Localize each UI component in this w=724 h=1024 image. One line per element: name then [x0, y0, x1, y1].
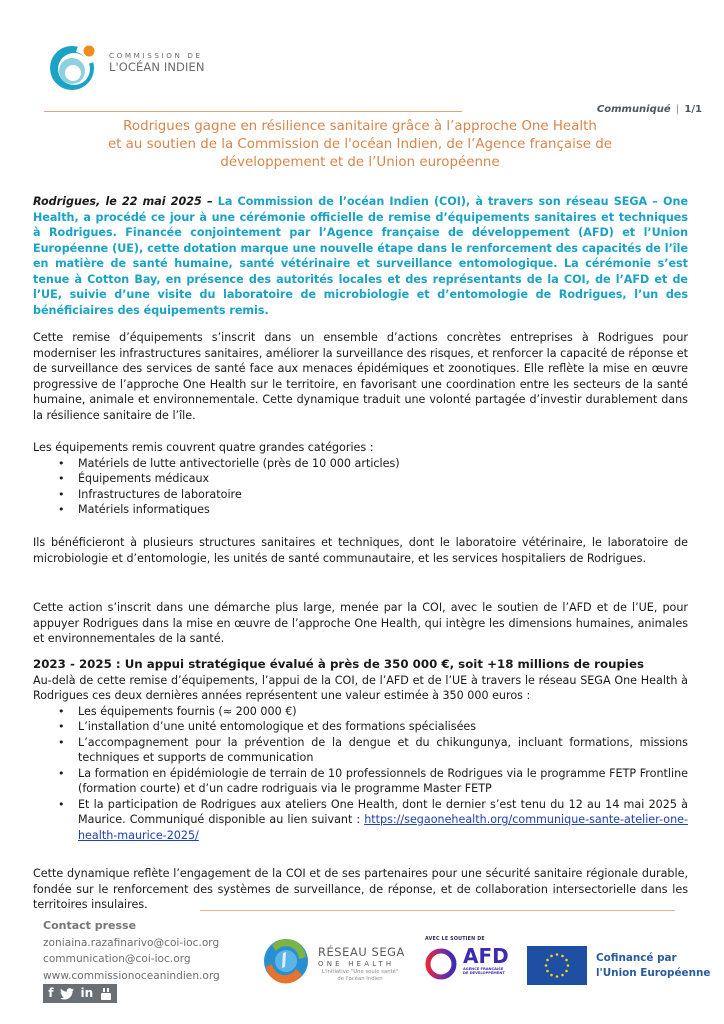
eu-star [561, 974, 564, 977]
list-item: • Infrastructures de laboratoire [78, 487, 688, 503]
list-item: • Les équipements fournis (≈ 200 000 €) [78, 704, 688, 720]
eu-star [561, 955, 564, 958]
doc-type [597, 104, 702, 115]
press-contact [43, 918, 220, 984]
title-line: développement et de l’Union européenne [220, 155, 500, 170]
lead-text: La Commission de l’océan Indien (COI), à travers son réseau SEGA – One Health, a procédé ce jour à une cérémonie officielle de remise d’équipements sanitaires et techniques à Rodrigues. Financée conjointement par l’Agence française de développement (AFD) et l’Union Européenne (UE), cette dotation marque une nouvelle étape dans le renforcement des capacités de l’île en matière de santé humaine, santé vétérinaire et surveillance entomologique. La cérémonie s’est tenue à Cotton Bay, en présence des autorités locales et des représentants de la COI, de l’AFD et de l’UE, suivie d’une visite du laboratoire de microbiologie et d’entomologie de Rodrigues, l’un des bénéficiaires des équipements remis. [33, 195, 688, 317]
list-item: • Matériels informatiques [78, 502, 688, 518]
afd-subtitle-line: DE DÉVELOPPEMENT [463, 971, 505, 976]
eu-flag-icon [527, 946, 587, 985]
eu-star [556, 975, 559, 978]
page-title [60, 118, 660, 172]
afd-subtitle-line: AGENCE FRANÇAISE [463, 967, 504, 971]
paragraph-context: Cette remise d’équipements s’inscrit dans un ensemble d’actions concrètes entreprises à Rodrigues pour moderniser les infrastructures sanitaires, améliorer la surveillance des risques, et renforcer la capacité de réponse et de surveillance des services de santé face aux menaces épidémiques et zoonotiques. Elle reflète la mise en œuvre progressive de l’approche One Health sur le territoire, en favorisant une coordination entre les secteurs de la santé humaine, animale et environnementale. Cette dynamique traduit une volonté partagée d’investir durablement dans la résilience sanitaire de l’île. [33, 331, 688, 422]
logo-line1: COMMISSION DE [109, 51, 203, 60]
afd-logo-icon [424, 947, 458, 981]
afd-name: AFD [463, 944, 509, 968]
linkedin-icon[interactable]: in [80, 986, 94, 1000]
eu-line: l'Union Européenne [596, 966, 711, 979]
section-strategic-support [33, 657, 688, 843]
eu-star [546, 959, 549, 962]
categories-list [33, 456, 688, 518]
sega-one-health-logo-icon [262, 937, 310, 985]
coi-logo-icon [48, 40, 100, 92]
list-item [78, 797, 688, 844]
social-icons [43, 984, 117, 1003]
eu-star [565, 959, 568, 962]
section-heading: 2023 - 2025 : Un appui stratégique évalué à près de 350 000 €, soit +18 millions de roupies [33, 657, 644, 671]
eu-star [550, 974, 553, 977]
coi-logo-text [109, 51, 205, 74]
eu-star [546, 970, 549, 973]
paragraph-conclusion: Cette dynamique reflète l’engagement de la COI et de ses partenaires pour une sécurité sanitaire régionale durable, fondée sur le renforcement des systèmes de surveillance, de réponse, et de collaboration intersectorielle dans les territoires insulaires. [33, 867, 688, 911]
afd-subtitle [463, 967, 505, 976]
afd-support-label: AVEC LE SOUTIEN DE [425, 937, 485, 942]
contact-email-1[interactable]: zoniaina.razafinarivo@coi-ioc.org [43, 936, 220, 949]
list-item-text: Et la participation de Rodrigues aux ateliers One Health, dont le dernier s’est tenu du 12 au 14 mai 2025 à Maurice. Communiqué disponible au lien suivant : [78, 797, 688, 826]
contact-email-2[interactable]: communication@coi-ioc.org [43, 953, 191, 965]
eu-star [567, 964, 570, 967]
lead-paragraph [33, 194, 688, 318]
equipment-categories [33, 440, 688, 518]
paragraph-approach: Cette action s’inscrit dans une démarche plus large, menée par la COI, avec le soutien de l’AFD et de l’UE, pour appuyer Rodrigues dans la mise en œuvre de l’approche One Health, qui intègre les dimensions humaines, animales et environnementales de la santé. [33, 601, 688, 645]
youtube-icon[interactable] [100, 987, 112, 1001]
doc-type-label: Communiqué [596, 104, 671, 115]
eu-cofunding-label [596, 951, 710, 980]
footer-divider [200, 910, 675, 911]
doc-type-separator: | [675, 104, 680, 115]
logo-line2: L'OCÉAN INDIEN [109, 60, 205, 74]
eu-star [545, 964, 548, 967]
sega-tagline: de l'océan Indien [337, 976, 383, 982]
page-number: 1/1 [684, 104, 702, 115]
section-intro: Au-delà de cette remise d’équipements, l’appui de la COI, de l’AFD et de l’UE à travers le réseau SEGA One Health à Rodrigues ces deux dernières années représentent une valeur estimée à 350 000 euros : [33, 673, 688, 702]
categories-intro: Les équipements remis couvrent quatre grandes catégories : [33, 441, 374, 454]
eu-star [550, 955, 553, 958]
list-item: • La formation en épidémiologie de terrain de 10 professionnels de Rodrigues via le programme FETP Frontline (formation courte) et d’un cadre rodriguais via le programme Master FETP [78, 766, 688, 797]
list-item: • Matériels de lutte antivectorielle (près de 10 000 articles) [78, 456, 688, 472]
title-line: et au soutien de la Commission de l'océan Indien, de l’Agence française de [107, 137, 613, 152]
dateline: Rodrigues, le 22 mai 2025 – [33, 195, 213, 208]
communique-link[interactable]: https://segaonehealth.org/communique-sante-atelier-one-health-maurice-2025/ [78, 813, 688, 842]
list-item: • Équipements médicaux [78, 471, 688, 487]
list-item: • L’installation d’une unité entomologique et des formations spécialisées [78, 719, 688, 735]
sega-title: RÉSEAU SEGA [318, 945, 405, 959]
twitter-icon[interactable] [60, 988, 74, 1000]
sega-tagline: L'initiative "Une seule santé" [321, 969, 399, 975]
contact-heading: Contact presse [43, 919, 137, 932]
list-item: • L’accompagnement pour la prévention de la dengue et du chikungunya, incluant formations, missions techniques et supports de communication [78, 735, 688, 766]
eu-line: Cofinancé par [596, 952, 677, 964]
contact-website[interactable]: www.commissionoceanindien.org [43, 969, 220, 982]
eu-star [556, 953, 559, 956]
header-divider [44, 111, 462, 112]
title-line: Rodrigues gagne en résilience sanitaire grâce à l’approche One Health [123, 119, 597, 134]
sega-subtitle: ONE HEALTH [318, 960, 395, 968]
facebook-icon[interactable]: f [48, 986, 54, 1000]
sega-logo-text [318, 946, 405, 983]
support-list [33, 704, 688, 844]
eu-star [565, 970, 568, 973]
paragraph-beneficiaries: Ils bénéficieront à plusieurs structures sanitaires et techniques, dont le laboratoire vétérinaire, le laboratoire de microbiologie et d’entomologie, les unités de santé communautaire, et les services hospitaliers de Rodrigues. [33, 536, 688, 565]
